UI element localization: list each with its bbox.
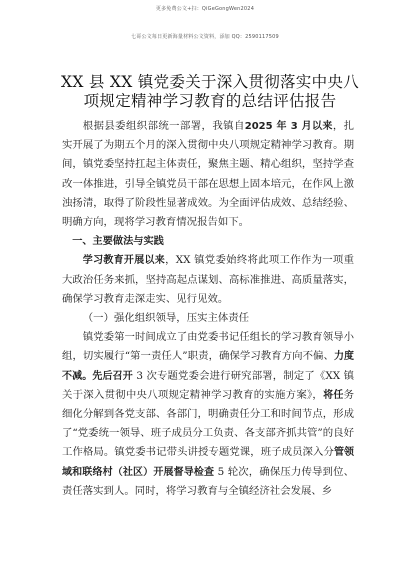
section-text: ，XX 镇党委始终将此项工作作为一项重大政治任务来抓，坚持高起点谋划、高标准推进、高质量落实，确保学习教育走深走实、见行见效。 bbox=[62, 254, 354, 305]
section-heading: 一、主要做法与实践 bbox=[72, 236, 164, 248]
intro-date-bold: 2025 年 3 月以来 bbox=[244, 121, 333, 132]
intro-paragraph bbox=[62, 117, 354, 232]
section-paragraph bbox=[62, 251, 354, 309]
subsection-paragraph bbox=[62, 328, 354, 501]
subsection-bold-2: 将任 bbox=[323, 389, 344, 401]
subsection-heading: （一）强化组织领导，压实主体责任 bbox=[82, 312, 250, 325]
intro-text-pre: 根据县委组织部统一部署，我镇自 bbox=[82, 120, 245, 132]
document-body bbox=[62, 117, 354, 501]
subsection-text-2: 3 次专题党委会进行研究部署，制定了《XX 镇关于深入贯彻中央八项规定精神学习教育的实施方案》， bbox=[62, 369, 355, 401]
intro-text-post: ，扎实开展了为期五个月的深入贯彻中央八项规定精神学习教育。期间，镇党委坚持扛起主体责任，聚焦主题、精心组织，坚持学查改一体推进，引导全镇党员干部在思想上固本培元，在作风上激浊扬清，取得了阶段性显著成效。为全面评估成效、总结经验、明确方向，现将学习教育情况报告如下。 bbox=[62, 120, 355, 229]
header-contact-line: 七哥公文每日更新海量材料公文资料，添加 QQ：2590117509 bbox=[131, 34, 279, 40]
subsection-bold-1: 力度不减。先后召开 bbox=[62, 351, 355, 382]
section-lead-bold: 学习教育开展以来 bbox=[82, 255, 166, 267]
document-title: XX 县 XX 镇党委关于深入贯彻落实中央八项规定精神学习教育的总结评估报告 bbox=[60, 73, 360, 110]
subsection-text-3: 务细化分解到各党支部、各部门，明确责任分工和时间节点，形成了“党委统一领导、班子成员分工负责、各支部齐抓共管”的良好工作格局。镇党委书记带头讲授专题党课，班子成员深入分 bbox=[62, 388, 354, 459]
subsection-bold-3: 管领域和联络村（社区）开展督导检查 bbox=[62, 447, 355, 478]
subsection-text-4: 5 轮次，确保压力传导到位、责任落实到人。同时，将学习教育与全镇经济社会发展、乡 bbox=[62, 465, 355, 497]
header-promo-line: 更多免费公文+扫：QiGeGongWen2024 bbox=[155, 6, 255, 12]
subsection-text-1: 镇党委第一时间成立了由党委书记任组长的学习教育领导小组，切实履行“第一责任人”职责，确保学习教育方向不偏、 bbox=[62, 331, 354, 363]
